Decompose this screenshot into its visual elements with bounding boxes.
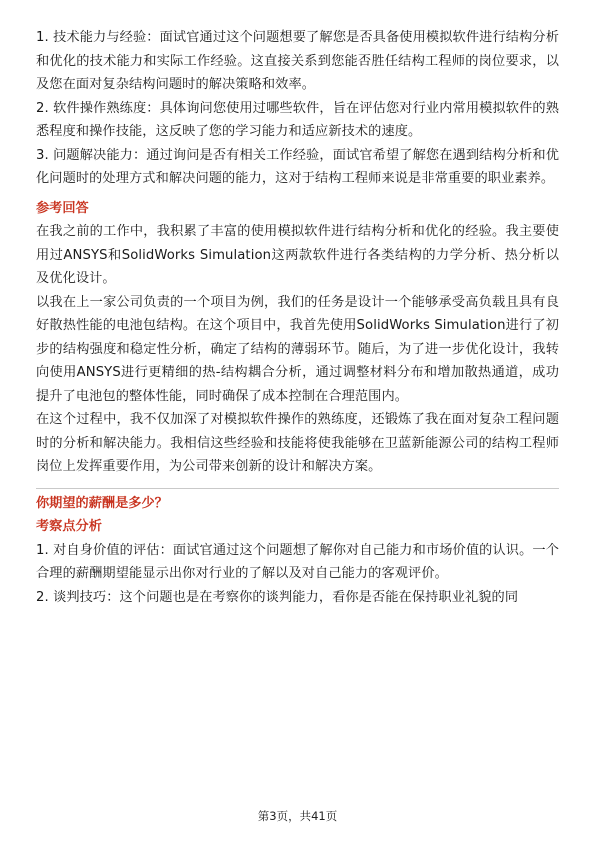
analysis-point-negotiation: 2. 谈判技巧：这个问题也是在考察你的谈判能力，看你是否能在保持职业礼貌的同 xyxy=(36,589,519,605)
reference-answer-heading: 参考回答 xyxy=(36,200,89,216)
answer-paragraph: 以我在上一家公司负责的一个项目为例，我们的任务是设计一个能够承受高负载且具有良好散热性能的电池包结构。在这个项目中，我首先使用SolidWorks Simulation进行了初步的结构强度和稳定性分析，确定了结构的薄弱环节。随后，为了进一步优化设计，我转向使用ANSYS进行更精细的热-结构耦合分析，通过调整材料分布和增加散热通道，成功提升了电池包的整体性能，同时确保了成本控制在合理范围内。 xyxy=(36,294,559,404)
point-problem-solving: 3. 问题解决能力：通过询问是否有相关工作经验，面试官希望了解您在遇到结构分析和优化问题时的处理方式和解决问题的能力，这对于结构工程师来说是非常重要的职业素养。 xyxy=(36,147,559,186)
document-page xyxy=(36,26,559,609)
analysis-heading: 考察点分析 xyxy=(36,519,102,534)
point-software-proficiency: 2. 软件操作熟练度：具体询问您使用过哪些软件，旨在评估您对行业内常用模拟软件的熟悉程度和操作技能，这反映了您的学习能力和适应新技术的速度。 xyxy=(36,100,559,139)
section-divider xyxy=(36,488,559,489)
answer-paragraph: 在这个过程中，我不仅加深了对模拟软件操作的熟练度，还锻炼了我在面对复杂工程问题时的分析和解决能力。我相信这些经验和技能将使我能够在卫蓝新能源公司的结构工程师岗位上发挥重要作用，为公司带来创新的设计和解决方案。 xyxy=(36,412,559,474)
answer-paragraph: 在我之前的工作中，我积累了丰富的使用模拟软件进行结构分析和优化的经验。我主要使用过ANSYS和SolidWorks Simulation这两款软件进行各类结构的力学分析、热分析以及优化设计。 xyxy=(36,224,559,286)
point-technical-ability: 1. 技术能力与经验：面试官通过这个问题想要了解您是否具备使用模拟软件进行结构分析和优化的技术能力和实际工作经验。这直接关系到您能否胜任结构工程师的岗位要求，以及您在面对复杂结构问题时的解决策略和效率。 xyxy=(36,30,559,92)
page-number: 第3页，共41页 xyxy=(257,809,338,823)
question-title: 你期望的薪酬是多少？ xyxy=(36,495,168,511)
analysis-point-self-value: 1. 对自身价值的评估：面试官通过这个问题想了解你对自己能力和市场价值的认识。一个合理的薪酬期望能显示出你对行业的了解以及对自己能力的客观评价。 xyxy=(36,542,559,581)
